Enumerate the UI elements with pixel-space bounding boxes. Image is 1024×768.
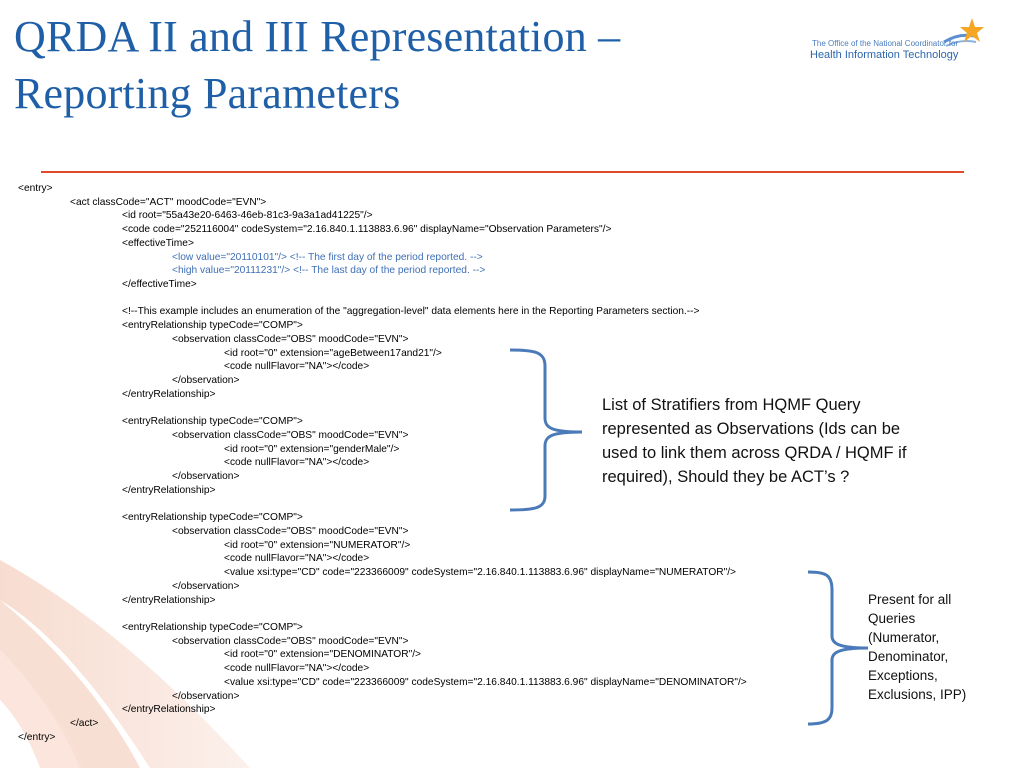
xml-line: <value xsi:type="CD" code="223366009" codeSystem="2.16.840.1.113883.6.96" displayName="NUMERATOR"/>: [224, 567, 736, 579]
xml-line: <code code="252116004" codeSystem="2.16.840.1.113883.6.96" displayName="Observation Parameters"/>: [122, 224, 612, 236]
xml-line: <id root="0" extension="DENOMINATOR"/>: [224, 649, 421, 661]
note-line: Present for all: [868, 592, 952, 607]
note-line: represented as Observations (Ids can be: [602, 420, 901, 438]
note-line: used to link them across QRDA / HQMF if: [602, 444, 907, 462]
queries-note: [868, 590, 1018, 704]
xml-line: <entryRelationship typeCode="COMP">: [122, 416, 303, 428]
xml-line: <code nullFlavor="NA"></code>: [224, 663, 370, 675]
xml-line: <observation classCode="OBS" moodCode="EVN">: [172, 526, 409, 537]
xml-line: <entry>: [18, 183, 53, 194]
note-line: Exceptions,: [868, 668, 938, 683]
xml-line: <act classCode="ACT" moodCode="EVN">: [70, 196, 267, 208]
xml-line: </entryRelationship>: [122, 704, 216, 716]
xml-line: </effectiveTime>: [122, 279, 197, 291]
note-line: required), Should they be ACT’s ?: [602, 468, 850, 486]
xml-line: <high value="20111231"/> <!-- The last day of the period reported. -->: [172, 265, 486, 277]
xml-line: </observation>: [172, 690, 240, 702]
xml-line: <low value="20110101"/> <!-- The first day of the period reported. -->: [172, 251, 483, 263]
note-line: Denominator,: [868, 649, 949, 664]
logo-text-line1: The Office of the National Coordinator for: [812, 39, 959, 48]
xml-line: <observation classCode="OBS" moodCode="EVN">: [172, 429, 409, 441]
xml-line: <id root="0" extension="NUMERATOR"/>: [224, 539, 411, 551]
logo-text-line2: Health Information Technology: [810, 49, 959, 61]
xml-line: <effectiveTime>: [122, 237, 194, 249]
xml-line: </entryRelationship>: [122, 594, 216, 606]
xml-line: </observation>: [172, 580, 240, 592]
note-line: (Numerator,: [868, 630, 940, 645]
title-divider: [41, 171, 964, 173]
xml-line: <id root="0" extension="ageBetween17and21"/>: [224, 347, 442, 359]
xml-line: </observation>: [172, 471, 240, 483]
slide-title-line: Reporting Parameters: [14, 69, 401, 118]
xml-line: </entry>: [18, 731, 56, 743]
xml-line: <entryRelationship typeCode="COMP">: [122, 320, 303, 332]
note-line: Exclusions, IPP): [868, 687, 967, 702]
onc-logo: [802, 16, 992, 76]
slide-title-line: QRDA II and III Representation –: [14, 12, 621, 61]
xml-line: <entryRelationship typeCode="COMP">: [122, 512, 303, 524]
xml-line: <code nullFlavor="NA"></code>: [224, 457, 370, 469]
xml-line: </act>: [70, 718, 99, 730]
xml-line: <code nullFlavor="NA"></code>: [224, 553, 370, 565]
xml-line: <code nullFlavor="NA"></code>: [224, 361, 370, 373]
xml-line: </entryRelationship>: [122, 388, 216, 400]
note-line: Queries: [868, 611, 916, 626]
xml-line: <observation classCode="OBS" moodCode="EVN">: [172, 635, 409, 647]
note-line: List of Stratifiers from HQMF Query: [602, 396, 861, 414]
xml-line: </observation>: [172, 375, 240, 387]
xml-line: <entryRelationship typeCode="COMP">: [122, 622, 303, 634]
xml-line: <id root="0" extension="genderMale"/>: [224, 443, 400, 455]
xml-line: </entryRelationship>: [122, 484, 216, 496]
xml-line: <observation classCode="OBS" moodCode="EVN">: [172, 333, 409, 345]
slide-title: [14, 8, 620, 122]
xml-line: <id root="55a43e20-6463-46eb-81c3-9a3a1ad41225"/>: [122, 210, 373, 222]
xml-line: <!--This example includes an enumeration of the "aggregation-level" data elements here in the Reporting Parameters section.-->: [122, 306, 700, 318]
stratifiers-note: [602, 393, 1002, 489]
xml-line: <value xsi:type="CD" code="223366009" codeSystem="2.16.840.1.113883.6.96" displayName="DENOMINATOR"/>: [224, 676, 747, 688]
